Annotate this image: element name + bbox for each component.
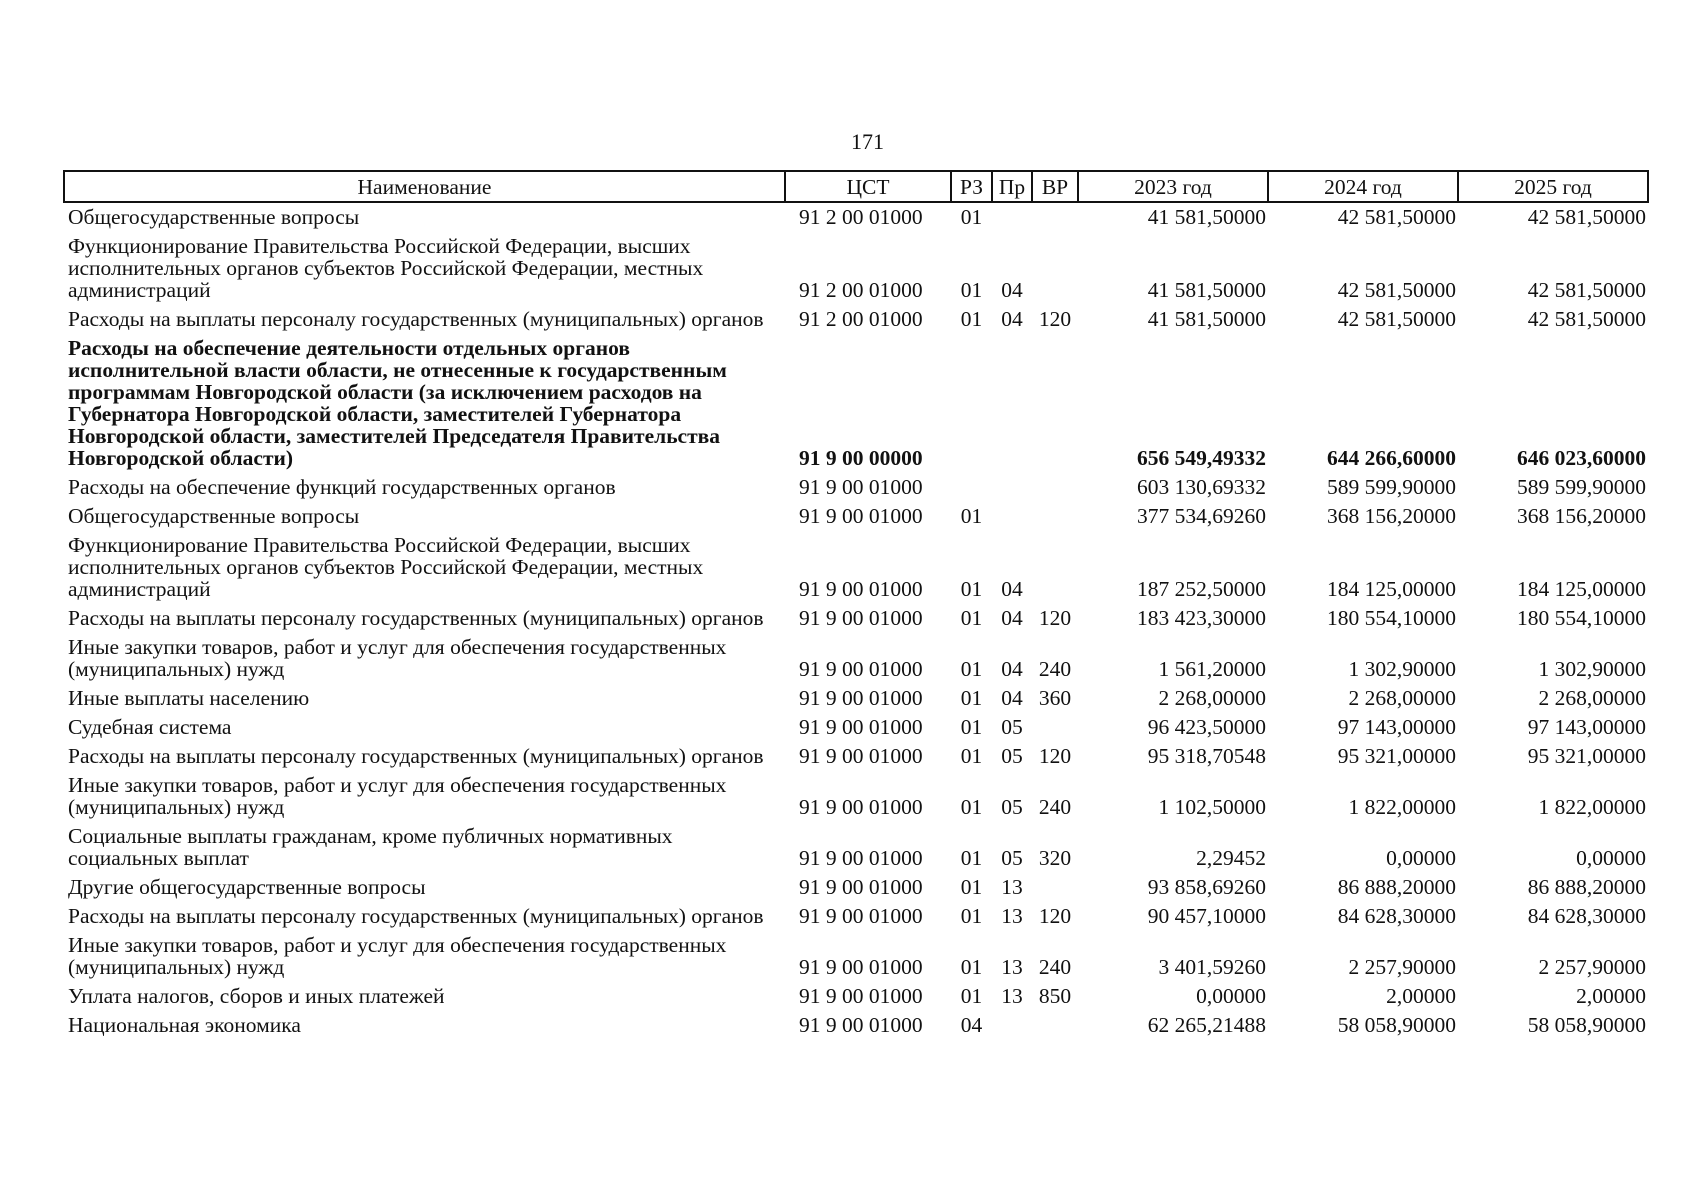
row-vr: [1032, 331, 1078, 470]
row-name: Функционирование Правительства Российской Федерации, высших исполнительных органов субъектов Российской Федерации, местных администраций: [68, 234, 704, 302]
row-value-2024: 42 581,50000: [1337, 205, 1456, 229]
table-row: [64, 681, 1648, 710]
row-value-2025: 42 581,50000: [1527, 278, 1646, 302]
row-pr: 04: [1001, 657, 1023, 681]
row-cst: 91 9 00 01000: [799, 846, 923, 870]
row-pr: 04: [1001, 278, 1023, 302]
header-cst: ЦСТ: [785, 171, 951, 202]
row-rz: 01: [960, 278, 983, 302]
row-value-2025: 184 125,00000: [1517, 577, 1646, 601]
row-name: Иные закупки товаров, работ и услуг для обеспечения государственных (муниципальных) нужд: [68, 635, 727, 681]
row-pr: 05: [1001, 715, 1023, 739]
header-pr: Пр: [992, 171, 1032, 202]
row-vr: [1032, 528, 1078, 601]
row-value-2025: 97 143,00000: [1527, 715, 1646, 739]
table-row: [64, 302, 1648, 331]
row-value-2025: 42 581,50000: [1527, 307, 1646, 331]
table-row: [64, 470, 1648, 499]
table-row: [64, 528, 1648, 601]
row-value-2025: 0,00000: [1576, 846, 1646, 870]
row-rz: [951, 331, 992, 470]
row-cst: 91 9 00 01000: [799, 955, 923, 979]
table-row: [64, 819, 1648, 870]
row-rz: 01: [960, 686, 983, 710]
row-pr: 13: [1001, 984, 1023, 1008]
row-value-2023: 656 549,49332: [1137, 446, 1266, 470]
row-value-2023: 1 561,20000: [1158, 657, 1266, 681]
row-pr: 04: [1001, 577, 1023, 601]
row-rz: 01: [960, 715, 983, 739]
row-value-2025: 589 599,90000: [1517, 475, 1646, 499]
row-value-2023: 603 130,69332: [1137, 475, 1266, 499]
row-pr: 04: [1001, 606, 1023, 630]
row-value-2024: 58 058,90000: [1337, 1013, 1456, 1037]
row-pr: 04: [1001, 686, 1023, 710]
table-row: [64, 202, 1648, 229]
row-value-2023: 41 581,50000: [1147, 205, 1266, 229]
row-value-2024: 97 143,00000: [1337, 715, 1456, 739]
row-name: Расходы на обеспечение функций государственных органов: [68, 475, 616, 499]
table-row: [64, 229, 1648, 302]
row-cst: 91 9 00 01000: [799, 984, 923, 1008]
row-name: Национальная экономика: [68, 1013, 301, 1037]
row-value-2024: 180 554,10000: [1327, 606, 1456, 630]
row-pr: [992, 202, 1032, 229]
row-value-2025: 2,00000: [1576, 984, 1646, 1008]
row-cst: 91 9 00 01000: [799, 657, 923, 681]
table-row: [64, 739, 1648, 768]
row-cst: 91 2 00 01000: [799, 307, 923, 331]
row-cst: 91 9 00 01000: [799, 875, 923, 899]
row-value-2024: 644 266,60000: [1327, 446, 1456, 470]
row-cst: 91 9 00 01000: [799, 504, 923, 528]
row-value-2024: 1 822,00000: [1348, 795, 1456, 819]
row-value-2024: 84 628,30000: [1337, 904, 1456, 928]
row-name: Иные закупки товаров, работ и услуг для обеспечения государственных (муниципальных) нужд: [68, 933, 727, 979]
row-rz: 01: [960, 657, 983, 681]
row-value-2025: 58 058,90000: [1527, 1013, 1646, 1037]
table-row: [64, 979, 1648, 1008]
row-value-2025: 1 302,90000: [1538, 657, 1646, 681]
row-name: Иные выплаты населению: [68, 686, 310, 710]
row-vr: [1032, 229, 1078, 302]
row-vr: [1032, 710, 1078, 739]
table-header-row: [64, 171, 1648, 202]
table-row: [64, 1008, 1648, 1037]
row-cst: 91 9 00 01000: [799, 795, 923, 819]
row-vr: 240: [1038, 955, 1072, 979]
header-2025: 2025 год: [1458, 171, 1648, 202]
row-value-2023: 2,29452: [1196, 846, 1266, 870]
row-vr: 320: [1038, 846, 1072, 870]
row-cst: 91 9 00 01000: [799, 715, 923, 739]
row-pr: 13: [1001, 904, 1023, 928]
row-value-2025: 368 156,20000: [1517, 504, 1646, 528]
row-name: Расходы на выплаты персоналу государственных (муниципальных) органов: [68, 307, 764, 331]
row-value-2023: 62 265,21488: [1147, 1013, 1266, 1037]
row-value-2025: 95 321,00000: [1527, 744, 1646, 768]
row-value-2023: 3 401,59260: [1158, 955, 1266, 979]
row-value-2025: 2 268,00000: [1538, 686, 1646, 710]
row-name: Общегосударственные вопросы: [68, 205, 360, 229]
row-value-2023: 41 581,50000: [1147, 278, 1266, 302]
table-body: [64, 202, 1648, 1037]
row-rz: 01: [960, 504, 983, 528]
row-name: Уплата налогов, сборов и иных платежей: [68, 984, 445, 1008]
row-rz: 01: [960, 205, 983, 229]
table-row: [64, 899, 1648, 928]
row-value-2025: 86 888,20000: [1527, 875, 1646, 899]
row-vr: 120: [1038, 307, 1072, 331]
row-value-2024: 184 125,00000: [1327, 577, 1456, 601]
row-value-2025: 42 581,50000: [1527, 205, 1646, 229]
row-value-2024: 86 888,20000: [1337, 875, 1456, 899]
row-vr: [1032, 499, 1078, 528]
row-value-2025: 2 257,90000: [1538, 955, 1646, 979]
row-cst: 91 9 00 01000: [799, 577, 923, 601]
row-rz: [951, 470, 992, 499]
row-value-2024: 2,00000: [1386, 984, 1456, 1008]
row-vr: 850: [1038, 984, 1072, 1008]
row-value-2024: 0,00000: [1386, 846, 1456, 870]
row-name: Иные закупки товаров, работ и услуг для обеспечения государственных (муниципальных) нужд: [68, 773, 727, 819]
table-row: [64, 630, 1648, 681]
row-value-2024: 95 321,00000: [1337, 744, 1456, 768]
row-value-2025: 646 023,60000: [1517, 446, 1646, 470]
row-pr: [992, 499, 1032, 528]
row-name: Расходы на обеспечение деятельности отдельных органов исполнительной власти области, не отнесенные к государственным программам Новгородской области (за исключением расходов на Губернатора Новгородской области, заместителей Губернатора Новгородской области, заместителей Председателя Правительства Новгородской области): [68, 336, 727, 470]
row-vr: 360: [1038, 686, 1072, 710]
row-vr: 240: [1038, 795, 1072, 819]
row-vr: [1032, 870, 1078, 899]
row-rz: 01: [960, 875, 983, 899]
row-rz: 01: [960, 795, 983, 819]
row-rz: 01: [960, 955, 983, 979]
row-value-2024: 42 581,50000: [1337, 307, 1456, 331]
row-vr: 120: [1038, 744, 1072, 768]
row-cst: 91 9 00 01000: [799, 475, 923, 499]
table-row: [64, 331, 1648, 470]
row-name: Расходы на выплаты персоналу государственных (муниципальных) органов: [68, 904, 764, 928]
row-pr: 05: [1001, 846, 1023, 870]
row-name: Судебная система: [68, 715, 232, 739]
row-cst: 91 9 00 01000: [799, 606, 923, 630]
row-cst: 91 9 00 01000: [799, 744, 923, 768]
row-value-2023: 93 858,69260: [1147, 875, 1266, 899]
header-rz: РЗ: [951, 171, 992, 202]
row-value-2023: 90 457,10000: [1147, 904, 1266, 928]
row-name: Функционирование Правительства Российской Федерации, высших исполнительных органов субъектов Российской Федерации, местных администраций: [68, 533, 704, 601]
row-cst: 91 9 00 00000: [799, 446, 923, 470]
row-value-2023: 187 252,50000: [1137, 577, 1266, 601]
row-rz: 01: [960, 307, 983, 331]
row-pr: 13: [1001, 875, 1023, 899]
row-value-2025: 84 628,30000: [1527, 904, 1646, 928]
page-number: 171: [851, 129, 884, 154]
row-rz: 01: [960, 904, 983, 928]
row-value-2024: 42 581,50000: [1337, 278, 1456, 302]
row-vr: 120: [1038, 606, 1072, 630]
table-row: [64, 499, 1648, 528]
row-value-2023: 183 423,30000: [1137, 606, 1266, 630]
row-rz: 01: [960, 846, 983, 870]
row-value-2023: 95 318,70548: [1147, 744, 1266, 768]
header-name: Наименование: [64, 171, 785, 202]
row-rz: 01: [960, 984, 983, 1008]
row-value-2023: 1 102,50000: [1158, 795, 1266, 819]
row-cst: 91 2 00 01000: [799, 205, 923, 229]
row-value-2025: 1 822,00000: [1538, 795, 1646, 819]
table-row: [64, 870, 1648, 899]
row-value-2023: 0,00000: [1196, 984, 1266, 1008]
row-pr: 05: [1001, 744, 1023, 768]
row-vr: 240: [1038, 657, 1072, 681]
row-name: Общегосударственные вопросы: [68, 504, 360, 528]
table-row: [64, 710, 1648, 739]
row-value-2023: 96 423,50000: [1147, 715, 1266, 739]
row-value-2023: 2 268,00000: [1158, 686, 1266, 710]
row-vr: [1032, 470, 1078, 499]
row-cst: 91 9 00 01000: [799, 904, 923, 928]
row-vr: [1032, 202, 1078, 229]
row-value-2025: 180 554,10000: [1517, 606, 1646, 630]
row-pr: 13: [1001, 955, 1023, 979]
table-row: [64, 601, 1648, 630]
row-value-2024: 589 599,90000: [1327, 475, 1456, 499]
row-name: Социальные выплаты гражданам, кроме публичных нормативных социальных выплат: [68, 824, 673, 870]
table-row: [64, 928, 1648, 979]
budget-table: [63, 170, 1649, 1037]
row-pr: [992, 331, 1032, 470]
row-rz: 01: [960, 606, 983, 630]
row-value-2024: 2 257,90000: [1348, 955, 1456, 979]
row-value-2023: 377 534,69260: [1137, 504, 1266, 528]
row-pr: [992, 470, 1032, 499]
row-pr: 04: [1001, 307, 1023, 331]
row-value-2024: 368 156,20000: [1327, 504, 1456, 528]
row-cst: 91 9 00 01000: [799, 686, 923, 710]
row-name: Другие общегосударственные вопросы: [68, 875, 426, 899]
row-rz: 04: [960, 1013, 983, 1037]
row-value-2023: 41 581,50000: [1147, 307, 1266, 331]
row-cst: 91 9 00 01000: [799, 1013, 923, 1037]
header-2024: 2024 год: [1268, 171, 1458, 202]
row-vr: [1032, 1008, 1078, 1037]
table-row: [64, 768, 1648, 819]
row-value-2024: 1 302,90000: [1348, 657, 1456, 681]
row-name: Расходы на выплаты персоналу государственных (муниципальных) органов: [68, 744, 764, 768]
header-vr: ВР: [1032, 171, 1078, 202]
row-name: Расходы на выплаты персоналу государственных (муниципальных) органов: [68, 606, 764, 630]
row-rz: 01: [960, 744, 983, 768]
row-value-2024: 2 268,00000: [1348, 686, 1456, 710]
row-pr: 05: [1001, 795, 1023, 819]
row-pr: [992, 1008, 1032, 1037]
row-rz: 01: [960, 577, 983, 601]
row-vr: 120: [1038, 904, 1072, 928]
header-2023: 2023 год: [1078, 171, 1268, 202]
row-cst: 91 2 00 01000: [799, 278, 923, 302]
